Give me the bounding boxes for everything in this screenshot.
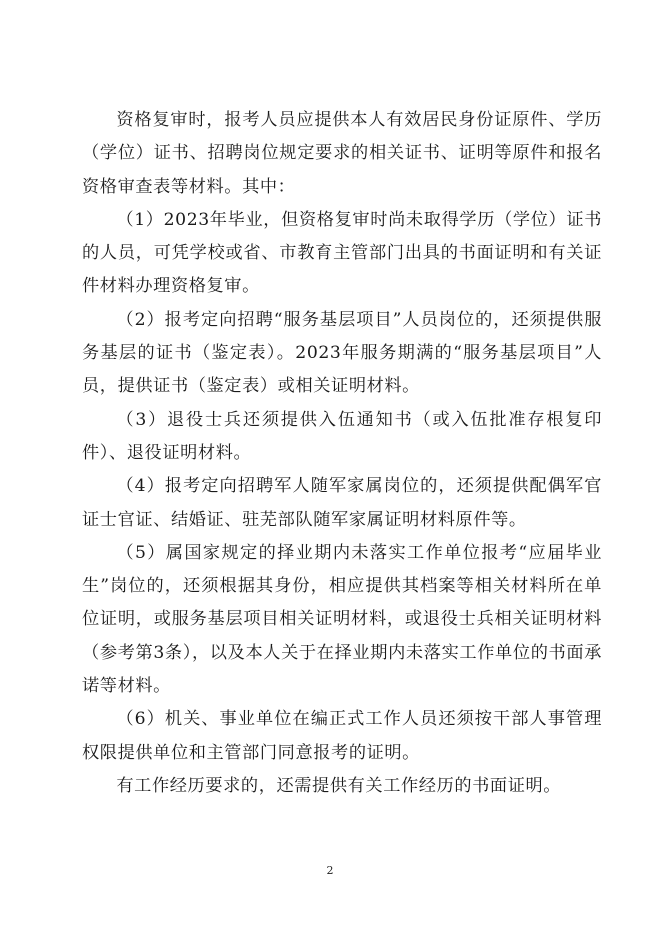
paragraph-item-2: （2）报考定向招聘“服务基层项目”人员岗位的，还须提供服务基层的证书（鉴定表）。2023年服务期满的“服务基层项目”人员，提供证书（鉴定表）或相关证明材料。 <box>82 309 602 397</box>
paragraph-item-3: （3）退役士兵还须提供入伍通知书（或入伍批准存根复印件）、退役证明材料。 <box>82 409 602 463</box>
paragraph-item-4: （4）报考定向招聘军人随军家属岗位的，还须提供配偶军官证士官证、结婚证、驻芜部队随军家属证明材料原件等。 <box>82 476 602 530</box>
paragraph-item-5: （5）属国家规定的择业期内未落实工作单位报考“应届毕业生”岗位的，还须根据其身份，相应提供其档案等相关材料所在单位证明，或服务基层项目相关证明材料，或退役士兵相关证明材料（参考第3条），以及本人关于在择业期内未落实工作单位的书面承诺等材料。 <box>82 542 602 697</box>
paragraph-intro: 资格复审时，报考人员应提供本人有效居民身份证原件、学历（学位）证书、招聘岗位规定要求的相关证书、证明等原件和报名资格审查表等材料。其中： <box>82 110 602 197</box>
page-number: 2 <box>326 864 334 877</box>
paragraph-work-experience: 有工作经历要求的，还需提供有关工作经历的书面证明。 <box>116 775 562 796</box>
paragraph-item-6: （6）机关、事业单位在编正式工作人员还须按干部人事管理权限提供单位和主管部门同意报考的证明。 <box>82 709 602 763</box>
document-body <box>82 104 602 803</box>
paragraph-item-1: （1）2023年毕业，但资格复审时尚未取得学历（学位）证书的人员，可凭学校或省、市教育主管部门出具的书面证明和有关证件材料办理资格复审。 <box>82 209 602 297</box>
